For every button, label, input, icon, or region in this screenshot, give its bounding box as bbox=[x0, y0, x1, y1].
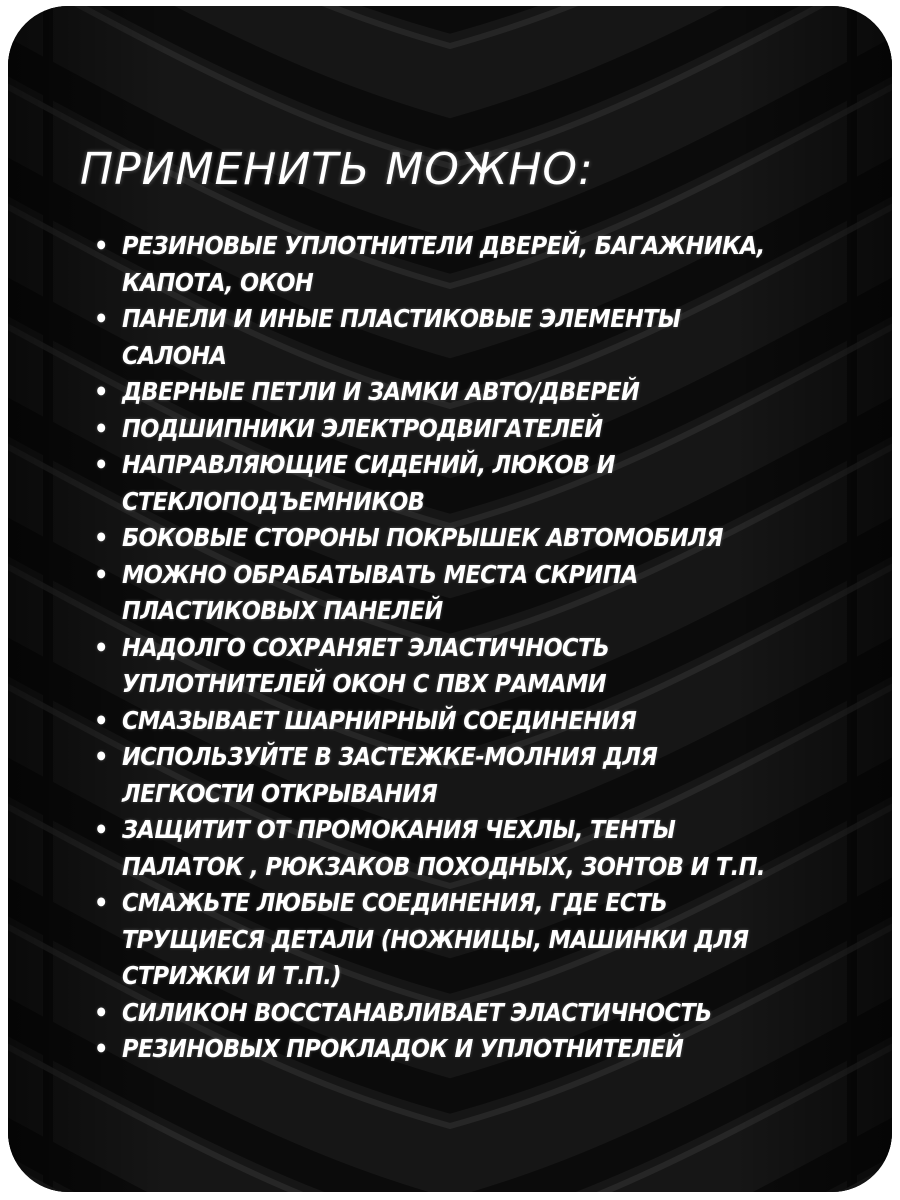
list-item bbox=[92, 447, 882, 520]
page-title: ПРИМЕНИТЬ МОЖНО: bbox=[80, 144, 594, 195]
list-item bbox=[92, 995, 882, 1032]
list-item bbox=[92, 885, 882, 995]
info-card bbox=[8, 6, 892, 1192]
bullet-icon: • bbox=[94, 231, 108, 260]
bullet-icon: • bbox=[94, 815, 108, 844]
list-item-label: ЗАЩИТИТ ОТ ПРОМОКАНИЯ ЧЕХЛЫ, ТЕНТЫ ПАЛАТОК , РЮКЗАКОВ ПОХОДНЫХ, ЗОНТОВ И Т.П. bbox=[122, 815, 765, 881]
list-item-label: ДВЕРНЫЕ ПЕТЛИ И ЗАМКИ АВТО/ДВЕРЕЙ bbox=[122, 377, 640, 406]
bullet-icon: • bbox=[94, 705, 108, 735]
list-item bbox=[92, 739, 882, 812]
list-item bbox=[92, 301, 882, 374]
bullet-icon: • bbox=[94, 377, 108, 406]
bullet-icon: • bbox=[94, 559, 108, 589]
list-item bbox=[92, 703, 882, 740]
list-item-label: ПОДШИПНИКИ ЭЛЕКТРОДВИГАТЕЛЕЙ bbox=[122, 413, 603, 443]
list-item-label: СМАЗЫВАЕТ ШАРНИРНЫЙ СОЕДИНЕНИЯ bbox=[122, 705, 637, 735]
list-item bbox=[92, 228, 882, 301]
list-item-label: ИСПОЛЬЗУЙТЕ В ЗАСТЕЖКЕ-МОЛНИЯ ДЛЯ ЛЕГКОСТИ ОТКРЫВАНИЯ bbox=[122, 742, 658, 808]
bullet-icon: • bbox=[94, 1034, 108, 1063]
list-item-label: НАПРАВЛЯЮЩИЕ СИДЕНИЙ, ЛЮКОВ И СТЕКЛОПОДЪЕМНИКОВ bbox=[122, 450, 615, 516]
list-item bbox=[92, 812, 882, 885]
list-item-label: МОЖНО ОБРАБАТЫВАТЬ МЕСТА СКРИПА ПЛАСТИКОВЫХ ПАНЕЛЕЙ bbox=[122, 559, 638, 625]
list-item bbox=[92, 1031, 882, 1068]
list-item bbox=[92, 411, 882, 448]
list-item-label: РЕЗИНОВЫХ ПРОКЛАДОК И УПЛОТНИТЕЛЕЙ bbox=[122, 1034, 684, 1063]
bullet-icon: • bbox=[94, 742, 108, 771]
list-item-label: СИЛИКОН ВОССТАНАВЛИВАЕТ ЭЛАСТИЧНОСТЬ bbox=[122, 997, 712, 1027]
list-item-label: РЕЗИНОВЫЕ УПЛОТНИТЕЛИ ДВЕРЕЙ, БАГАЖНИКА, КАПОТА, ОКОН bbox=[122, 231, 765, 297]
bullet-icon: • bbox=[94, 450, 108, 479]
bullet-icon: • bbox=[94, 304, 108, 333]
bullet-icon: • bbox=[94, 997, 108, 1027]
bullet-icon: • bbox=[94, 523, 108, 552]
usage-list bbox=[92, 228, 882, 1068]
bullet-icon: • bbox=[94, 888, 108, 917]
list-item-label: БОКОВЫЕ СТОРОНЫ ПОКРЫШЕК АВТОМОБИЛЯ bbox=[122, 523, 723, 552]
list-item bbox=[92, 374, 882, 411]
list-item bbox=[92, 520, 882, 557]
list-item bbox=[92, 630, 882, 703]
list-item-label: НАДОЛГО СОХРАНЯЕТ ЭЛАСТИЧНОСТЬ УПЛОТНИТЕЛЕЙ ОКОН С ПВХ РАМАМИ bbox=[122, 632, 610, 698]
list-item bbox=[92, 557, 882, 630]
list-item-label: СМАЖЬТЕ ЛЮБЫЕ СОЕДИНЕНИЯ, ГДЕ ЕСТЬ ТРУЩИЕСЯ ДЕТАЛИ (НОЖНИЦЫ, МАШИНКИ ДЛЯ СТРИЖКИ И Т.П.) bbox=[122, 888, 749, 990]
list-item-label: ПАНЕЛИ И ИНЫЕ ПЛАСТИКОВЫЕ ЭЛЕМЕНТЫ САЛОНА bbox=[122, 304, 681, 370]
bullet-icon: • bbox=[94, 413, 108, 443]
bullet-icon: • bbox=[94, 632, 108, 662]
